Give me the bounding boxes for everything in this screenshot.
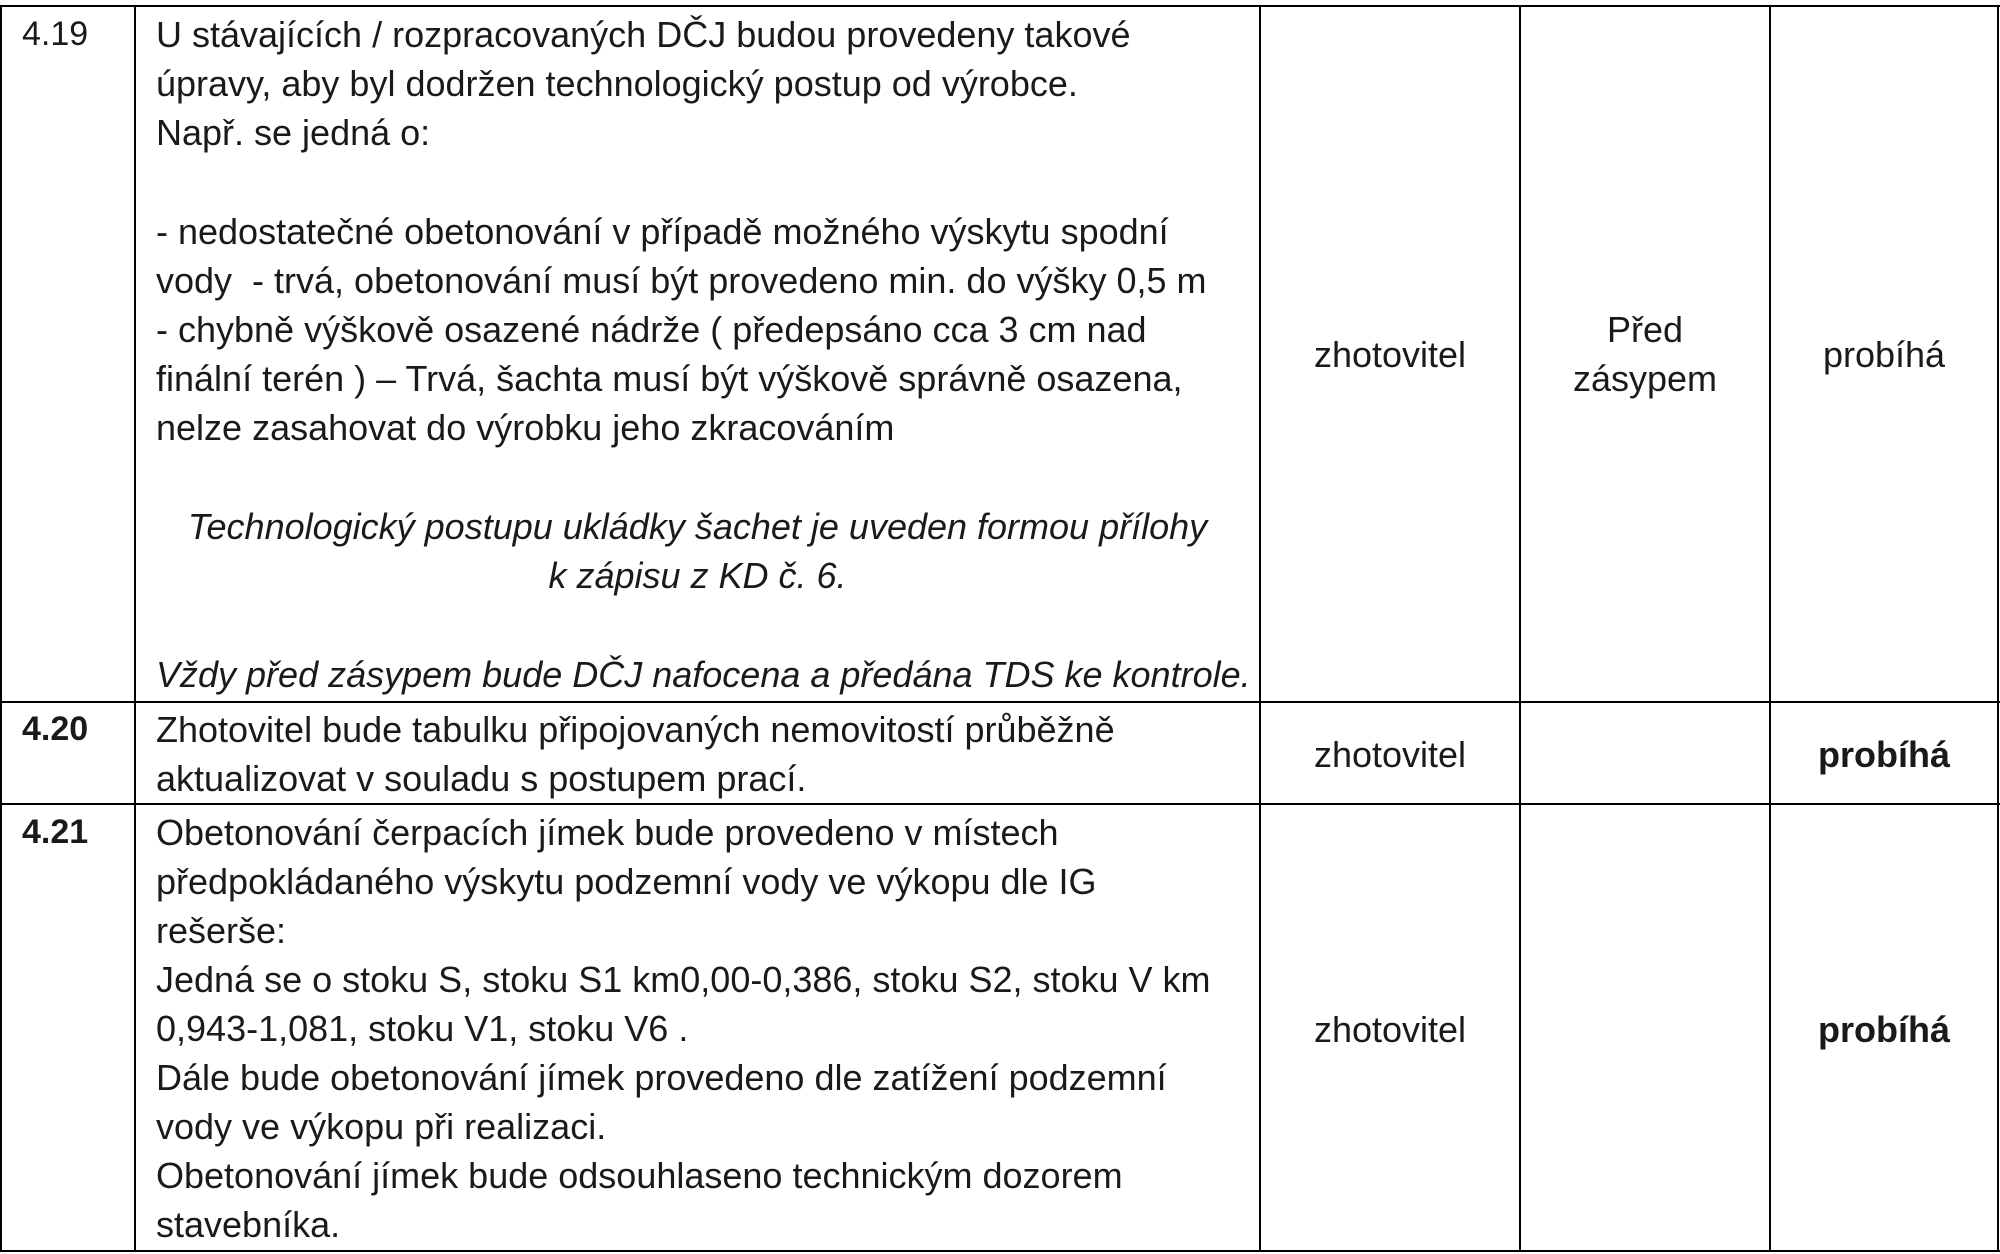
description-line: Zhotovitel bude tabulku připojovaných nemovitostí průběžně (156, 709, 1115, 750)
description-line: vody - trvá, obetonování musí být provedeno min. do výšky 0,5 m (156, 260, 1207, 301)
status: probíhá (1818, 734, 1950, 775)
description-line: Obetonování čerpacích jímek bude provedeno v místech (156, 812, 1059, 853)
responsible-party: zhotovitel (1313, 1009, 1467, 1050)
attachment-note: Technologický postupu ukládky šachet je uveden formou přílohy (187, 506, 1208, 547)
description-line: - nedostatečné obetonování v případě možného výskytu spodní (156, 211, 1169, 252)
description-line: U stávajících / rozpracovaných DČJ budou provedeny takové (156, 14, 1131, 55)
description-line: Jedná se o stoku S, stoku S1 km0,00-0,386, stoku S2, stoku V km (156, 959, 1211, 1000)
deadline: Před (1606, 309, 1684, 350)
column-divider (134, 5, 136, 1252)
description-line: nelze zasahovat do výrobku jeho zkracováním (156, 407, 895, 448)
row-number: 4.19 (22, 15, 89, 53)
description-line: vody ve výkopu při realizaci. (156, 1106, 607, 1147)
table-border-bottom (0, 1250, 2000, 1252)
description-line: stavebníka. (156, 1204, 341, 1245)
row-divider (0, 701, 2000, 703)
responsible-party: zhotovitel (1313, 334, 1467, 375)
status: probíhá (1818, 1009, 1950, 1050)
final-note: Vždy před zásypem bude DČJ nafocena a předána TDS ke kontrole. (156, 654, 1251, 695)
column-divider (1519, 5, 1521, 1252)
description-line: Obetonování jímek bude odsouhlaseno technickým dozorem (156, 1155, 1123, 1196)
row-number: 4.20 (22, 710, 89, 748)
description-line: úpravy, aby byl dodržen technologický postup od výrobce. (156, 63, 1078, 104)
row-number: 4.21 (22, 813, 89, 851)
column-divider (1259, 5, 1261, 1252)
row-divider (0, 803, 2000, 805)
table-border-left (0, 5, 2, 1252)
description-line: - chybně výškově osazené nádrže ( předepsáno cca 3 cm nad (156, 309, 1147, 350)
description-line: aktualizovat v souladu s postupem prací. (156, 758, 807, 799)
description-line: 0,943-1,081, stoku V1, stoku V6 . (156, 1008, 689, 1049)
description-line: rešerše: (156, 910, 287, 951)
description-line: finální terén ) – Trvá, šachta musí být výškově správně osazena, (156, 358, 1183, 399)
table-border-top (0, 5, 2000, 7)
responsible-party: zhotovitel (1313, 734, 1467, 775)
description-line: předpokládaného výskytu podzemní vody ve výkopu dle IG (156, 861, 1097, 902)
deadline: zásypem (1572, 358, 1718, 399)
attachment-note: k zápisu z KD č. 6. (548, 555, 847, 596)
description-line: Dále bude obetonování jímek provedeno dle zatížení podzemní (156, 1057, 1167, 1098)
description-line: Např. se jedná o: (156, 112, 431, 153)
table-border-right (1997, 5, 1999, 1252)
status: probíhá (1822, 334, 1946, 375)
column-divider (1769, 5, 1771, 1252)
